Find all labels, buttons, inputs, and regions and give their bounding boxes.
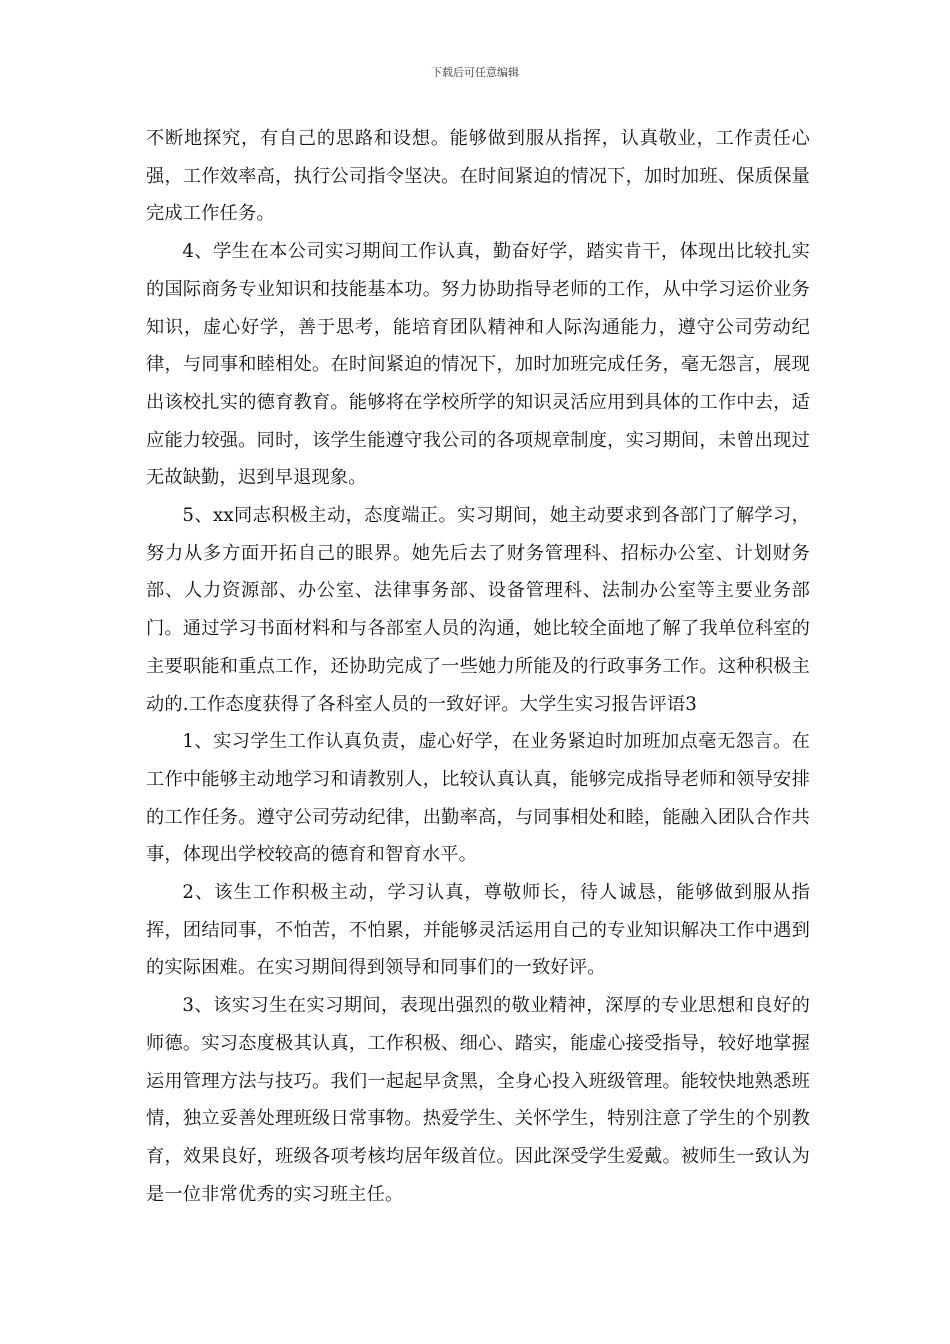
paragraph-item-2: 2、该生工作积极主动，学习认真，尊敬师长，待人诚恳，能够做到服从指挥，团结同事，不怕苦，不怕累，并能够灵活运用自己的专业知识解决工作中遇到的实际困难。在实习期间得到领导和同事们的一致好评。 <box>146 882 810 979</box>
page-header-note: 下载后可任意编辑 <box>431 66 519 79</box>
paragraph-item-1: 1、实习学生工作认真负责，虚心好学，在业务紧迫时加班加点毫无怨言。在工作中能够主动地学习和请教别人，比较认真认真，能够完成指导老师和领导安排的工作任务。遵守公司劳动纪律，出勤率高，与同事相处和睦，能融入团队合作共事，体现出学校较高的德育和智育水平。 <box>146 731 810 866</box>
paragraph-item-3: 3、该实习生在实习期间，表现出强烈的敬业精神，深厚的专业思想和良好的师德。实习态度极其认真，工作积极、细心、踏实，能虚心接受指导，较好地掌握运用管理方法与技巧。我们一起起早贪黑，全身心投入班级管理。能较快地熟悉班情，独立妥善处理班级日常事物。热爱学生、关怀学生，特别注意了学生的个别教育，效果良好，班级各项考核均居年级首位。因此深受学生爱戴。被师生一致认为是一位非常优秀的实习班主任。 <box>146 995 810 1205</box>
paragraph-item-4: 4、学生在本公司实习期间工作认真，勤奋好学，踏实肯干，体现出比较扎实的国际商务专业知识和技能基本功。努力协助指导老师的工作，从中学习运价业务知识，虚心好学，善于思考，能培育团队精神和人际沟通能力，遵守公司劳动纪律，与同事和睦相处。在时间紧迫的情况下，加时加班完成任务，毫无怨言，展现出该校扎实的德育教育。能够将在学校所学的知识灵活应用到具体的工作中去，适应能力较强。同时，该学生能遵守我公司的各项规章制度，实习期间，未曾出现过无故缺勤，迟到早退现象。 <box>146 241 810 489</box>
paragraph-continuation: 不断地探究，有自己的思路和设想。能够做到服从指挥，认真敬业，工作责任心强，工作效率高，执行公司指令坚决。在时间紧迫的情况下，加时加班、保质保量完成工作任务。 <box>146 128 810 225</box>
paragraph-item-5: 5、xx同志积极主动，态度端正。实习期间，她主动要求到各部门了解学习，努力从多方面开拓自己的眼界。她先后去了财务管理科、招标办公室、计划财务部、人力资源部、办公室、法律事务部、设备管理科、法制办公室等主要业务部门。通过学习书面材料和与各部室人员的沟通，她比较全面地了解了我单位科室的主要职能和重点工作，还协助完成了一些她力所能及的行政事务工作。这种积极主动的.工作态度获得了各科室人员的一致好评。大学生实习报告评语3 <box>146 505 810 715</box>
document-body <box>146 120 810 1213</box>
